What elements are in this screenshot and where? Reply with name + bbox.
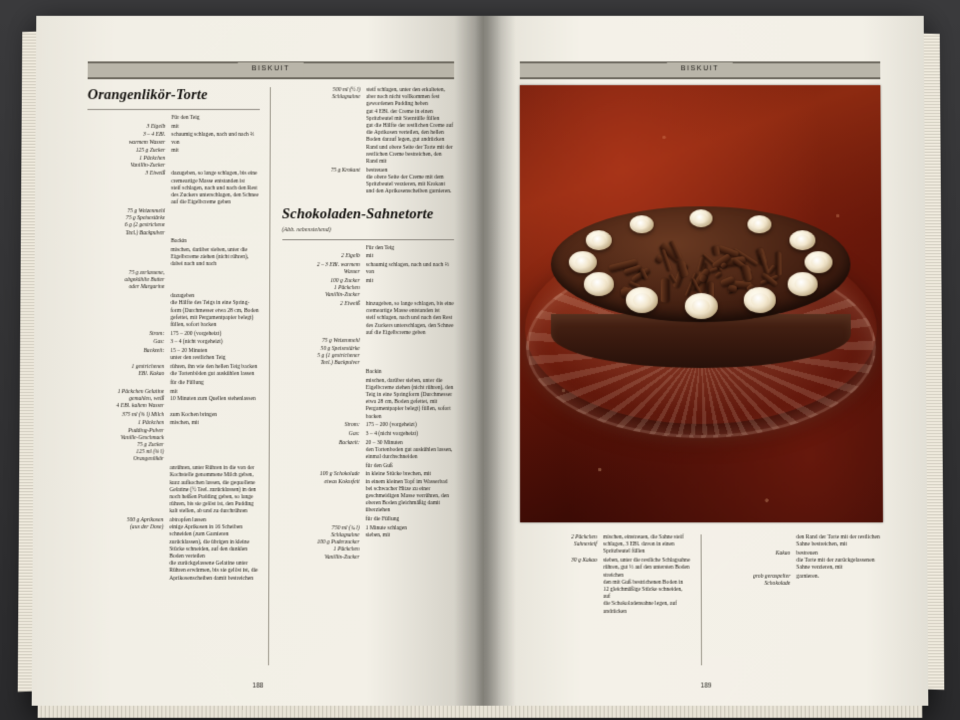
recipe-row (281, 463, 454, 470)
ingredient-cell: 750 ml (¾ l) Schlagsahne 100 g Puderzucker 1 Päckchen Vanillin-Zucker (317, 525, 360, 561)
ingredient-cell: 1 Päckchen Pudding-Pulver Vanille-Geschmack 75 g Zucker 125 ml (⅛ l) Orangenlikör (120, 420, 164, 463)
recipe-row (87, 238, 259, 245)
instruction-cell: Backin (365, 368, 382, 375)
recipe-row (282, 245, 454, 252)
ingredient-rows-left-col2-bottom (281, 245, 454, 562)
instruction-cell: für die Füllung (170, 379, 204, 386)
recipe-row (282, 87, 454, 166)
ingredient-cell (87, 238, 171, 245)
instruction-cell: 1 Minute schlagen sieben, mit (365, 525, 407, 539)
ingredient-cell: 3 Eigelb (146, 123, 166, 130)
chocolate-shaving (776, 252, 782, 276)
instruction-cell: zum Kochen bringen (169, 411, 217, 418)
ingredient-cell: 2 – 3 EBl. warmem Wasser (316, 262, 360, 276)
left-page-content (84, 87, 454, 665)
chocolate-cream-cake (551, 206, 851, 374)
title-rule (87, 109, 259, 110)
left-page (32, 16, 484, 706)
ingredient-rows-right-col1 (520, 534, 690, 615)
instruction-cell: für die Füllung (365, 516, 400, 523)
instruction-cell: dazugeben, so lange schlagen, bis eine cremeartige Masse entstanden ist steif schlagen, nach und nach den Rest des Zuckers unterschlagen, den Schnee auf die Eigelbcreme geben (170, 170, 259, 206)
recipe-row (281, 472, 454, 515)
ingredient-cell: 125 g Zucker 1 Päckchen Vanillin-Zucker (130, 148, 166, 169)
right-page-text-area (520, 534, 884, 665)
instruction-cell: hinzugeben, so lange schlagen, bis eine cremeartige Masse entstanden ist steif schlagen, nach und nach den Rest des Zuckers unterschlagen, den Schnee auf die Eigelbcreme geben (365, 301, 454, 336)
instruction-cell: mischen, darüber sieben, unter die Eigelbcreme ziehen (nicht rühren), dabei nach und nach (170, 247, 249, 268)
recipe-row (86, 412, 259, 419)
recipe-row (86, 293, 259, 329)
instruction-cell: in kleine Stücke brechen, mit in einem kleinen Topf im Wasserbad bei schwacher Hitze zu einer geschmeidigen Masse verrühren, den oberen Boden gleichmäßig damit überziehen (365, 471, 449, 514)
instruction-cell: steif schlagen, unter den erkalteten, aber noch nicht vollkommen fest gewordenen Pudding heben gut 4 EBl. der Creme in einen Spritzbeutel mit Sterntülle füllen gut die Hälfte der restlichen Creme auf die Aprikosen verteilen, den hellen Boden darauf legen, gut andrücken Rand und obere Seite der Torte mit der restlichen Creme bestreichen, den Rand mit (366, 87, 454, 165)
recipe-row (282, 253, 454, 260)
instruction-cell: mischen, einstreuen, die Sahne steif schlagen, 3 EBl. davon in einen Spritzbeutel füllen (603, 534, 684, 555)
page-number-left: 188 (252, 682, 264, 690)
ingredient-cell (281, 369, 365, 376)
ingredient-cell: 3 – 4 EBl. warmem Wasser (128, 132, 166, 146)
ingredient-cell: Strom: (344, 422, 360, 429)
instruction-cell: mischen, darüber sieben, unter die Eigelbcreme ziehen (nicht rühren), den Teig in eine Springform (Durchmesser etwa 28 cm, Boden gefettet, mit Pergamentpapier belegt) füllen, sofort backen (365, 377, 454, 420)
title-rule-2 (282, 239, 454, 240)
instruction-cell: mit (171, 148, 179, 154)
page-number-right: 189 (700, 682, 712, 690)
ingredient-cell: 30 g Kakao (571, 557, 598, 564)
ingredient-cell (282, 245, 366, 252)
recipe-row (520, 534, 690, 556)
chocolate-shaving (715, 271, 722, 278)
right-page-column-1 (520, 534, 701, 665)
instruction-cell: rühren, ihn wie den hellen Teig backen die Tortenböden gut auskühlen lassen (170, 363, 258, 378)
cream-rosette (626, 287, 658, 312)
ingredient-cell: 375 ml (⅜ l) Milch (121, 411, 165, 418)
recipe-row (85, 517, 258, 582)
recipe-title-schokoladen-sahnetorte: Schokoladen-Sahnetorte (281, 205, 434, 222)
cream-rosette (684, 293, 717, 319)
chocolate-shaving (727, 284, 737, 292)
ingredient-cell: 1 Päckchen Gelatine gemahlen, weiß 4 EBl. kaltem Wasser (116, 388, 165, 410)
recipe-row (281, 369, 454, 376)
ingredient-cell: grob geraspelter Schokolade (752, 573, 791, 587)
cream-rosette (804, 251, 832, 273)
cake-side (551, 314, 851, 368)
instruction-cell: den Rand der Torte mit der restlichen Sahne bestreichen, mit (796, 534, 880, 548)
instruction-cell: 3 – 4 (nicht vorgeheizt) (170, 339, 223, 346)
left-page-column-1 (84, 87, 270, 665)
recipe-row (713, 534, 883, 548)
ingredient-cell: 75 g zerlassene, abgekühlte Butter oder Margarine (124, 270, 165, 291)
ingredient-rows-left-col2-top (282, 87, 454, 196)
instruction-cell: 20 – 30 Minuten den Tortenboden gut auskühlen lassen, einmal durchschneiden (365, 439, 453, 461)
ingredient-cell: 2 Eiweiß (340, 301, 360, 308)
ingredient-cell: Strom: (149, 330, 165, 337)
ingredient-cell: Gas: (153, 339, 165, 346)
instruction-cell: sieben, unter die restliche Schlagsahne rühren, gut ⅓ auf den untersten Boden streichen den mit Guß bestrichenen Boden in 12 gleichmäßige Stücke schneiden, auf die Schokoladensahne legen, auf andrücken (603, 557, 691, 615)
ingredient-cell: Kakao (775, 550, 791, 557)
recipe-row (282, 262, 454, 276)
instruction-cell: mit (365, 277, 374, 284)
cream-rosette (744, 287, 776, 312)
ingredient-cell: Backzeit: (143, 348, 165, 355)
recipe-row (713, 550, 883, 572)
ingredient-cell: 500 g Aprikosen (aus der Dose) (126, 517, 164, 531)
instruction-cell: anrühren, unter Rühren in die von der Kochstelle genommene Milch geben, kurz aufkochen lassen, die gequollene Gelatine (½ Teel. zurücklassen) in den noch heißen Pudding geben, so lange rühren, bis sie gelöst ist, den Pudding kalt stellen, ab und zu durchrühren (169, 465, 256, 515)
instruction-cell: mit 10 Minuten zum Quellen stehenlassen (170, 388, 256, 402)
ingredient-cell (85, 465, 170, 516)
instruction-cell: schaumig schlagen, nach und nach ⅔ von (365, 262, 449, 276)
ingredient-cell: 75 g Krokant (330, 167, 361, 174)
instruction-cell (366, 338, 454, 367)
recipe-row (281, 338, 454, 367)
right-page (484, 16, 928, 706)
ingredient-cell: 1 gestrichenen EBl. Kakao (131, 363, 165, 378)
ingredient-cell (86, 293, 170, 329)
instruction-cell: 3 – 4 (nicht vorgeheizt) (365, 430, 419, 437)
running-head-right-label: BISKUIT (667, 62, 733, 76)
instruction-cell: Für den Teig (365, 244, 395, 251)
recipe-row (713, 574, 883, 588)
instruction-cell: schaumig schlagen, nach und nach ⅔ von (171, 132, 255, 146)
recipe-row (281, 422, 454, 429)
ingredient-cell: 500 ml (½ l) Schlagsahne (332, 87, 361, 101)
chocolate-shaving (660, 278, 669, 303)
ingredient-cell (281, 516, 365, 523)
recipe-subnote: (Abb. nebenstehend) (281, 226, 332, 233)
book-spread (32, 16, 929, 706)
ingredient-rows-right-col2 (713, 534, 883, 588)
recipe-row (282, 301, 454, 337)
ingredient-cell: Gas: (348, 430, 360, 437)
instruction-cell: bestreuen die obere Seite der Creme mit dem Spritzbeutel verzieren, mit Krokant und den Aprikosenscheiben garnieren. (366, 167, 452, 195)
recipe-title-orangenlikoer-torte: Orangenlikör-Torte (87, 87, 208, 104)
recipe-row (87, 171, 259, 207)
recipe-row (85, 420, 258, 463)
ingredient-cell (87, 247, 171, 269)
instruction-cell: garnieren. (796, 573, 819, 580)
recipe-row (520, 558, 690, 616)
ingredient-cell: Backzeit: (338, 439, 360, 446)
instruction-cell: Für den Teig (171, 114, 200, 121)
recipe-row (86, 389, 259, 411)
ingredient-cell (87, 115, 171, 122)
recipe-row (281, 440, 454, 462)
instruction-cell: abtropfen lassen einige Aprikosen in 16 Scheiben schneiden (zum Garnieren zurücklassen), die übrigen in kleine Stücke schneiden, auf den dunklen Boden verteilen die zurückgelassene Gelatine unter Rühren erwärmen, bis sie gelöst ist, die Aprikosenscheiben damit bestreichen (169, 517, 258, 582)
recipe-row (282, 278, 454, 300)
instruction-cell (171, 270, 259, 292)
recipe-row (281, 431, 454, 438)
instruction-cell: für den Guß (365, 462, 393, 469)
ingredient-cell (281, 463, 365, 470)
cream-rosette (689, 209, 712, 227)
instruction-cell: 175 – 200 (vorgeheizt) (365, 422, 417, 429)
recipe-row (86, 364, 259, 378)
ingredient-cell: 75 g Weizenmehl 75 g Speisestärke 6 g (2 gestrichene Teel.) Backpulver (124, 208, 165, 236)
schokoladen-sahnetorte-photo (520, 85, 883, 522)
recipe-row (281, 525, 454, 561)
recipe-row (87, 148, 259, 169)
instruction-cell: mit (171, 123, 179, 130)
ingredient-cell: 3 Eiweiß (145, 170, 166, 177)
instruction-cell: bestreuen die Torte mit der zurückgelassenen Sahne verzieren, mit (796, 550, 875, 571)
ingredient-cell: 2 Päckchen Sahnesteif (571, 534, 598, 548)
recipe-row (87, 208, 259, 237)
ingredient-cell (713, 534, 796, 548)
instruction-cell: mit (365, 253, 374, 260)
running-head-left-label: BISKUIT (238, 62, 304, 76)
ingredient-cell: 100 g Zucker 1 Päckchen Vanillin-Zucker (325, 277, 360, 299)
recipe-row (86, 331, 258, 338)
instruction-cell: 15 – 20 Minuten unter den restlichen Teig (170, 348, 226, 362)
running-head-right (520, 61, 880, 79)
instruction-cell: 175 – 200 (vorgeheizt) (170, 330, 222, 337)
cream-rosette (569, 251, 597, 273)
recipe-row (87, 247, 259, 269)
cream-rosette (583, 272, 614, 296)
recipe-row (282, 167, 454, 196)
chocolate-shaving (740, 265, 752, 282)
recipe-row (86, 339, 258, 346)
left-page-column-2 (269, 87, 455, 665)
instruction-cell: dazugeben die Hälfte des Teigs in eine Spring- form (Durchmesser etwa 28 cm, Boden gefettet, mit Pergamentpapier belegt) füllen, sofort backen (170, 293, 259, 329)
recipe-row (86, 348, 259, 362)
page-edges-bottom (38, 704, 923, 718)
ingredient-cell: 2 Eigelb (341, 253, 360, 260)
recipe-row (86, 380, 259, 387)
instruction-cell: Backin (170, 238, 187, 245)
ingredient-rows-left-col1 (85, 115, 260, 583)
cream-rosette (788, 272, 819, 296)
recipe-row (86, 270, 258, 292)
ingredient-cell (86, 380, 170, 387)
right-page-column-2 (701, 534, 884, 665)
recipe-row (281, 516, 454, 523)
recipe-row (85, 465, 258, 516)
ingredient-cell: 100 g Schokolade etwas Kokosfett (319, 471, 360, 485)
instruction-cell: mischen, mit (169, 420, 199, 427)
recipe-row (87, 124, 259, 131)
running-head-left (88, 61, 454, 79)
cream-rosette (630, 215, 654, 233)
instruction-cell (171, 208, 259, 237)
recipe-row (87, 132, 259, 146)
ingredient-cell (281, 378, 365, 421)
cream-rosette (586, 230, 611, 250)
recipe-row (87, 115, 259, 122)
cream-rosette (790, 230, 816, 250)
cream-rosette (748, 215, 772, 233)
ingredient-cell: 75 g Weizenmehl 50 g Speisestärke 5 g (1 gestrichener Teel.) Backpulver (317, 338, 360, 367)
recipe-row (281, 378, 454, 421)
